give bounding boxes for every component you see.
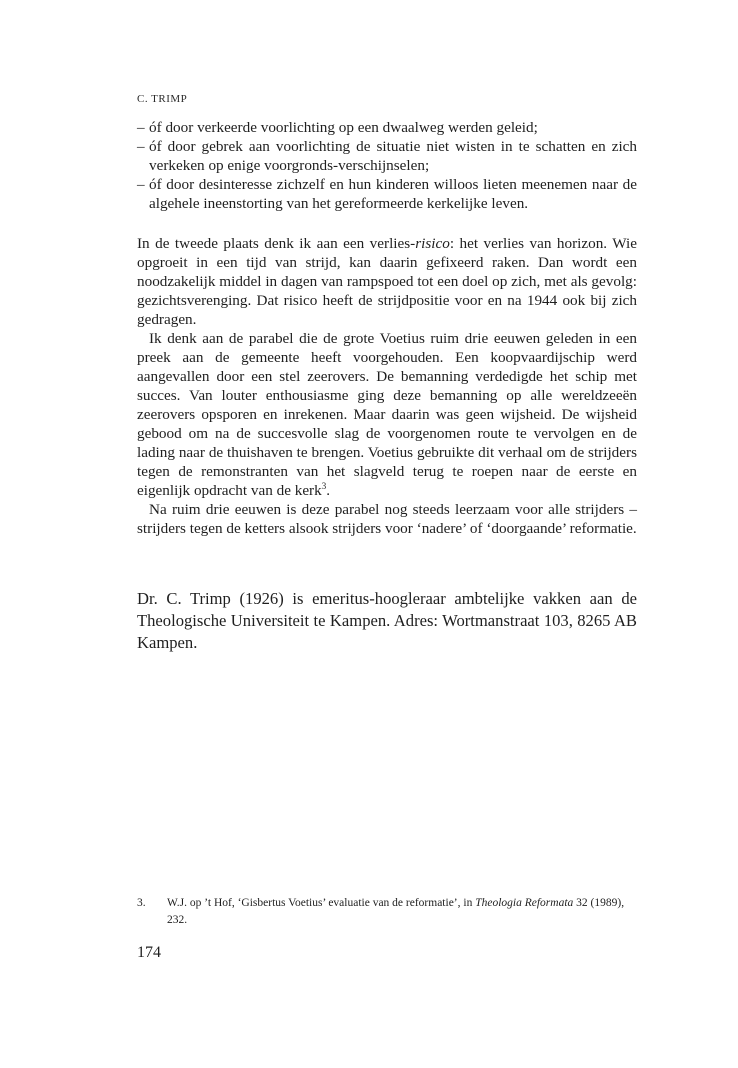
bullet-dash: – <box>137 119 145 136</box>
footnote-text <box>137 895 640 929</box>
paragraph-parable-end: . <box>326 482 331 499</box>
bullet-text: óf door desinteresse zichzelf en hun kinderen willoos lieten meenemen naar de algehele ineenstorting van het gereformeerde kerkelijke leven. <box>149 176 637 212</box>
paragraph-parable <box>137 329 637 500</box>
main-text <box>137 118 637 538</box>
paragraph-risk <box>137 234 637 329</box>
running-head: C. TRIMP <box>137 93 188 105</box>
paragraph-risk-start: In de tweede plaats denk ik aan een verlies- <box>137 235 416 252</box>
paragraph-parable-text: Ik denk aan de parabel die de grote Voetius ruim drie eeuwen geleden in een preek aan de gemeente heeft voorgehouden. Een koopvaardijschip werd aangevallen door een stel zeerovers. De bemanning verdedigde het schip met succes. Van louter enthousiasme ging deze bemanning op alle wereldzeeën zeerovers opsporen en inrekenen. Maar daarin was geen wijsheid. De wijsheid gebood om na de succesvolle slag de voorgenomen route te vervolgen en de lading naar de thuishaven te brengen. Voetius gebruikte dit verhaal om de strijders tegen de remonstranten van het slagveld terug te roepen naar de eerste en eigenlijk opdracht van de kerk <box>137 330 637 499</box>
bullet-item <box>137 137 637 175</box>
bullet-text: óf door verkeerde voorlichting op een dwaalweg werden geleid; <box>149 119 538 136</box>
footnote-number: 3. <box>137 897 146 909</box>
footnote-text-start: W.J. op ’t Hof, ‘Gisbertus Voetius’ evaluatie van de reformatie’, in <box>167 897 476 909</box>
bullet-list <box>137 118 637 213</box>
footnote-text-end: 32 (1989), 232. <box>167 897 625 926</box>
bullet-dash: – <box>137 138 145 155</box>
page-number: 174 <box>137 944 161 961</box>
paragraph-conclusion: Na ruim drie eeuwen is deze parabel nog steeds leerzaam voor alle strijders – strijders tegen de ketters alsook strijders voor ‘nadere’ of ‘doorgaande’ reformatie. <box>137 501 637 537</box>
paragraph-risk-rest: : het verlies van horizon. Wie opgroeit in een tijd van strijd, kan daarin gefixeerd raken. Dan wordt een noodzakelijk middel in dagen van rampspoed tot een doel op zich, met als gevolg: gezichtsverenging. Dat risico heeft de strijdpositie voor en na 1944 ook bij zich gedragen. <box>137 235 637 328</box>
footnote-journal-title: Theologia Reformata <box>475 897 574 909</box>
author-bio: Dr. C. Trimp (1926) is emeritus-hoogleraar ambtelijke vakken aan de Theologische Universiteit te Kampen. Adres: Wortmanstraat 103, 8265 AB Kampen. <box>137 589 637 652</box>
footnote-reference[interactable]: 3 <box>321 480 327 491</box>
bullet-item <box>137 175 637 213</box>
bullet-dash: – <box>137 176 145 193</box>
bullet-text: óf door gebrek aan voorlichting de situatie niet wisten in te schatten en zich verkeken op enige voorgronds-verschijnselen; <box>149 138 637 174</box>
paragraph-risk-italic: risico <box>415 235 450 252</box>
bullet-item <box>137 118 637 137</box>
footnote <box>137 895 640 929</box>
